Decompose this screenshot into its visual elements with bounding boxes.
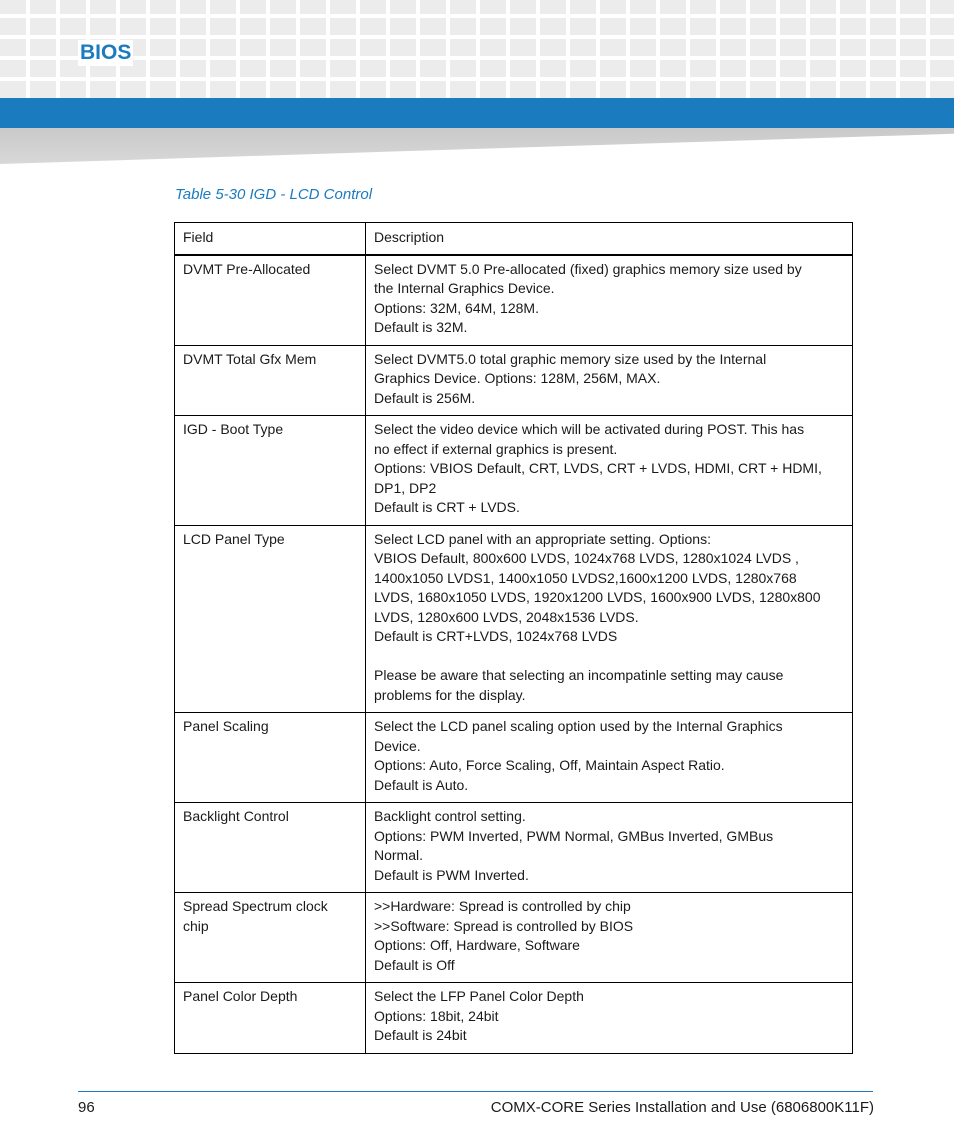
- table-header-row: [175, 223, 853, 255]
- description-line: Default is PWM Inverted.: [374, 866, 529, 883]
- column-header-field: Field: [175, 223, 366, 255]
- description-line: Default is 32M.: [374, 319, 468, 335]
- description-line: Options: PWM Inverted, PWM Normal, GMBus Inverted, GMBus: [374, 827, 774, 844]
- lcd-control-table: [174, 222, 853, 1054]
- field-cell: DVMT Pre-Allocated: [175, 255, 366, 346]
- description-line: Default is 256M.: [374, 389, 476, 406]
- description-cell: [366, 893, 853, 983]
- description-line: Default is Auto.: [374, 776, 469, 793]
- header-blue-band: [0, 98, 954, 128]
- section-title: BIOS: [80, 41, 132, 64]
- description-line: LVDS, 1680x1050 LVDS, 1920x1200 LVDS, 1600x900 LVDS, 1280x800: [374, 589, 821, 605]
- description-cell: [366, 525, 853, 713]
- description-line: >>Hardware: Spread is controlled by chip: [374, 898, 631, 914]
- description-line: Options: Auto, Force Scaling, Off, Maintain Aspect Ratio.: [374, 757, 725, 773]
- description-line: Options: VBIOS Default, CRT, LVDS, CRT + LVDS, HDMI, CRT + HDMI,: [374, 460, 822, 476]
- description-line: Options: 32M, 64M, 128M.: [374, 299, 539, 316]
- description-cell: [366, 345, 853, 416]
- description-line: Normal.: [374, 847, 424, 863]
- field-cell: Panel Scaling: [175, 713, 366, 803]
- description-line: problems for the display.: [374, 686, 526, 703]
- description-line: DP1, DP2: [374, 479, 437, 496]
- header-pattern: [0, 0, 954, 98]
- description-line: Device.: [374, 737, 421, 754]
- field-cell: Spread Spectrum clock chip: [175, 893, 366, 983]
- table-body: [175, 255, 853, 1054]
- header-grey-band: [0, 128, 954, 164]
- table-row: [175, 803, 853, 893]
- blank-line: [374, 647, 844, 667]
- document-title: COMX-CORE Series Installation and Use (6806800K11F): [490, 1099, 874, 1116]
- description-line: Select DVMT5.0 total graphic memory size used by the Internal: [374, 350, 767, 367]
- footer-rule: [78, 1091, 873, 1092]
- description-cell: [366, 255, 853, 346]
- table-row: [175, 983, 853, 1054]
- table-row: [175, 893, 853, 983]
- field-cell: Backlight Control: [175, 803, 366, 893]
- description-line: the Internal Graphics Device.: [374, 280, 555, 296]
- description-line: Select the LCD panel scaling option used by the Internal Graphics: [374, 718, 783, 734]
- description-line: no effect if external graphics is present.: [374, 440, 618, 457]
- description-line: Default is CRT + LVDS.: [374, 499, 520, 515]
- description-line: Options: Off, Hardware, Software: [374, 937, 580, 953]
- table-row: [175, 525, 853, 713]
- table-row: [175, 345, 853, 416]
- field-cell: DVMT Total Gfx Mem: [175, 345, 366, 416]
- description-line: Select the LFP Panel Color Depth: [374, 988, 584, 1004]
- description-line: LVDS, 1280x600 LVDS, 2048x1536 LVDS.: [374, 608, 639, 625]
- description-line: Select LCD panel with an appropriate setting. Options:: [374, 530, 711, 547]
- description-line: Please be aware that selecting an incompatinle setting may cause: [374, 667, 784, 683]
- table-row: [175, 713, 853, 803]
- description-line: Select the video device which will be activated during POST. This has: [374, 421, 805, 437]
- table-caption: Table 5-30 IGD - LCD Control: [175, 186, 373, 203]
- description-line: Select DVMT 5.0 Pre-allocated (fixed) graphics memory size used by: [374, 260, 802, 277]
- page-number: 96: [78, 1099, 95, 1116]
- description-line: 1400x1050 LVDS1, 1400x1050 LVDS2,1600x1200 LVDS, 1280x768: [374, 569, 797, 586]
- description-line: Default is CRT+LVDS, 1024x768 LVDS: [374, 628, 618, 644]
- description-cell: [366, 803, 853, 893]
- table-row: [175, 255, 853, 346]
- description-line: VBIOS Default, 800x600 LVDS, 1024x768 LVDS, 1280x1024 LVDS ,: [374, 550, 799, 566]
- description-line: >>Software: Spread is controlled by BIOS: [374, 917, 634, 934]
- description-line: Options: 18bit, 24bit: [374, 1007, 499, 1024]
- description-line: Default is 24bit: [374, 1027, 467, 1043]
- column-header-description: Description: [366, 223, 853, 255]
- description-line: Backlight control setting.: [374, 808, 526, 824]
- description-cell: [366, 416, 853, 526]
- description-cell: [366, 983, 853, 1054]
- description-cell: [366, 713, 853, 803]
- field-cell: Panel Color Depth: [175, 983, 366, 1054]
- table-row: [175, 416, 853, 526]
- field-cell: IGD - Boot Type: [175, 416, 366, 526]
- field-cell: LCD Panel Type: [175, 525, 366, 713]
- description-line: Default is Off: [374, 956, 455, 973]
- description-line: Graphics Device. Options: 128M, 256M, MAX.: [374, 370, 661, 386]
